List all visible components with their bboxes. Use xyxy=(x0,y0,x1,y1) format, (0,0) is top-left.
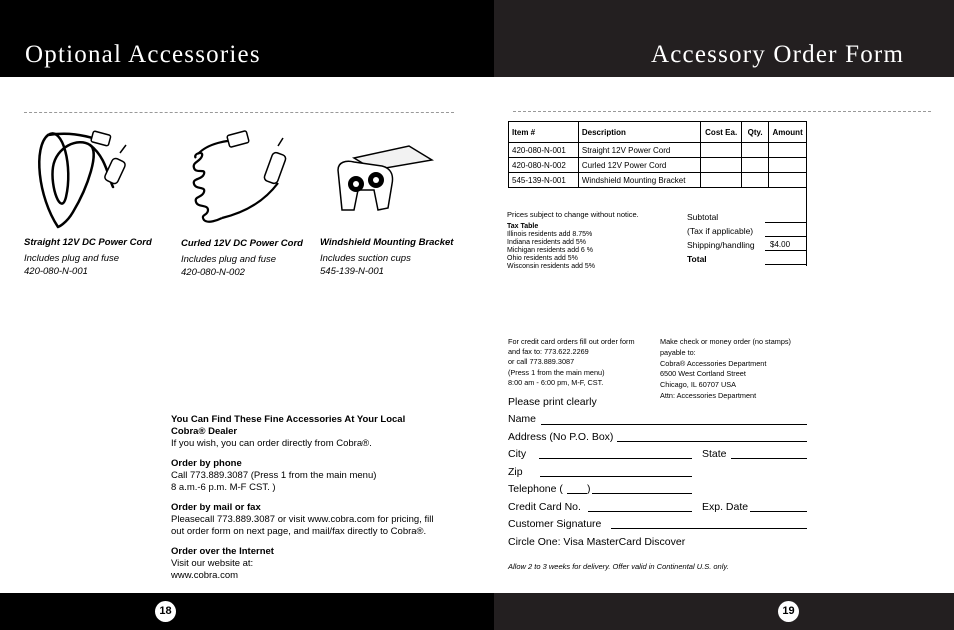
product-part-number: 545-139-N-001 xyxy=(320,266,384,277)
col-qty: Qty. xyxy=(741,122,768,143)
tax-line: Wisconsin residents add 5% xyxy=(507,263,595,270)
telephone-field[interactable] xyxy=(592,493,692,494)
item-number: 545-139-N-001 xyxy=(509,173,579,188)
order-table-header xyxy=(509,122,807,143)
shipping-label: Shipping/handling xyxy=(687,240,755,250)
address-field[interactable] xyxy=(617,441,807,442)
credit-info-line: 8:00 am - 6:00 pm, M-F, CST. xyxy=(508,377,604,387)
print-clearly-label: Please print clearly xyxy=(508,396,597,408)
qty-field[interactable] xyxy=(741,158,768,173)
credit-card-info xyxy=(508,337,635,388)
credit-info-line: or call 773.889.3087 xyxy=(508,357,575,367)
exp-date-label: Exp. Date xyxy=(702,501,749,513)
phone-heading: Order by phone xyxy=(171,458,242,469)
mail-heading: Order by mail or fax xyxy=(171,502,261,513)
credit-card-label: Credit Card No. xyxy=(508,501,581,513)
dealer-heading-2: Cobra® Dealer xyxy=(171,426,238,437)
internet-line-1: Visit our website at: xyxy=(171,558,254,569)
tax-line: Indiana residents add 5% xyxy=(507,239,586,246)
cost-field[interactable] xyxy=(701,143,742,158)
qty-field[interactable] xyxy=(741,173,768,188)
item-description: Curled 12V Power Cord xyxy=(578,158,701,173)
tax-label: (Tax if applicable) xyxy=(687,226,754,236)
table-row xyxy=(509,143,807,158)
product-desc-line: Includes plug and fuse xyxy=(24,253,120,264)
product-name-straight: Straight 12V DC Power Cord xyxy=(24,237,152,248)
name-field[interactable] xyxy=(541,424,807,425)
qty-field[interactable] xyxy=(741,143,768,158)
page-number-right: 19 xyxy=(778,601,799,622)
zip-field[interactable] xyxy=(540,476,692,477)
right-divider xyxy=(513,111,931,112)
straight-cord-image xyxy=(28,127,138,231)
area-code-field[interactable] xyxy=(567,493,587,494)
state-label: State xyxy=(702,448,727,460)
dealer-text: If you wish, you can order directly from Cobra®. xyxy=(171,438,372,449)
tax-line: Michigan residents add 6 % xyxy=(507,247,593,254)
mail-line-2: out order form on next page, and mail/fax directly to Cobra®. xyxy=(171,526,427,537)
right-footer-bar xyxy=(494,593,954,630)
price-notice: Prices subject to change without notice. xyxy=(507,210,639,219)
product-name-curled: Curled 12V DC Power Cord xyxy=(181,238,303,249)
check-info-line: Chicago, IL 60707 USA xyxy=(660,380,736,390)
signature-label: Customer Signature xyxy=(508,518,602,530)
tax-line: Ohio residents add 5% xyxy=(507,255,578,262)
shipping-value: $4.00 xyxy=(770,240,791,249)
credit-info-line: and fax to: 773.622.2269 xyxy=(508,347,589,357)
subtotal-field[interactable] xyxy=(765,222,806,223)
mail-line-1: Pleasecall 773.889.3087 or visit www.cobra.com for pricing, fill xyxy=(171,514,434,525)
city-label: City xyxy=(508,448,527,460)
check-info-line: Cobra® Accessories Department xyxy=(660,358,767,368)
product-desc-curled xyxy=(181,253,276,279)
product-part-number: 420-080-N-001 xyxy=(24,266,88,277)
col-description: Description xyxy=(578,122,701,143)
product-desc-bracket xyxy=(320,252,411,278)
table-row xyxy=(509,173,807,188)
website-link[interactable]: www.cobra.com xyxy=(171,570,239,581)
subtotal-label: Subtotal xyxy=(687,212,719,222)
check-info-line: Make check or money order (no stamps) xyxy=(660,337,791,346)
item-description: Windshield Mounting Bracket xyxy=(578,173,701,188)
col-amount: Amount xyxy=(769,122,807,143)
cost-field[interactable] xyxy=(701,158,742,173)
check-info-line: 6500 West Cortland Street xyxy=(660,369,746,379)
name-label: Name xyxy=(508,413,537,425)
check-info-line: payable to: xyxy=(660,347,696,357)
cost-field[interactable] xyxy=(701,173,742,188)
tax-field[interactable] xyxy=(765,236,806,237)
windshield-bracket-image xyxy=(334,140,434,216)
telephone-label: Telephone ( xyxy=(508,483,563,495)
exp-date-field[interactable] xyxy=(750,511,807,512)
left-divider xyxy=(24,112,454,113)
item-number: 420-080-N-001 xyxy=(509,143,579,158)
card-type-options[interactable]: Circle One: Visa MasterCard Discover xyxy=(508,536,686,548)
total-label: Total xyxy=(687,254,707,264)
internet-heading: Order over the Internet xyxy=(171,546,274,557)
delivery-note: Allow 2 to 3 weeks for delivery. Offer valid in Continental U.S. only. xyxy=(508,562,729,571)
credit-info-line: (Press 1 from the main menu) xyxy=(508,367,605,377)
city-field[interactable] xyxy=(539,458,692,459)
order-form-title: Accessory Order Form xyxy=(651,41,905,68)
optional-accessories-title: Optional Accessories xyxy=(25,41,261,68)
product-desc-line: Includes plug and fuse xyxy=(181,254,277,265)
product-name-bracket: Windshield Mounting Bracket xyxy=(320,237,454,248)
credit-card-field[interactable] xyxy=(588,511,692,512)
col-cost: Cost Ea. xyxy=(701,122,742,143)
product-part-number: 420-080-N-002 xyxy=(181,267,245,278)
ordering-info xyxy=(171,414,461,590)
tax-table-heading: Tax Table xyxy=(507,223,539,230)
table-row xyxy=(509,158,807,173)
phone-line-2: 8 a.m.-6 p.m. M-F CST. ) xyxy=(171,482,276,493)
total-field[interactable] xyxy=(765,264,806,265)
tax-line: Illinois residents add 8.75% xyxy=(507,231,593,238)
product-desc-straight xyxy=(24,252,119,278)
page-number-left: 18 xyxy=(155,601,176,622)
dealer-heading: You Can Find These Fine Accessories At Your Local xyxy=(171,414,406,425)
amount-field[interactable] xyxy=(769,158,807,173)
check-info-line: Attn: Accessories Department xyxy=(660,390,757,400)
summary-right-border xyxy=(806,186,807,266)
tax-table xyxy=(507,223,595,271)
col-item: Item # xyxy=(509,122,579,143)
state-field[interactable] xyxy=(731,458,807,459)
product-desc-line: Includes suction cups xyxy=(320,253,411,264)
summary-labels xyxy=(687,210,755,266)
check-info xyxy=(660,337,791,402)
address-label: Address (No P.O. Box) xyxy=(508,431,614,443)
item-number: 420-080-N-002 xyxy=(509,158,579,173)
zip-label: Zip xyxy=(508,466,523,478)
telephone-close: ) xyxy=(587,483,591,495)
left-footer-bar xyxy=(0,593,494,630)
amount-field[interactable] xyxy=(769,143,807,158)
amount-field[interactable] xyxy=(769,173,807,188)
curled-cord-image xyxy=(188,128,298,230)
item-description: Straight 12V Power Cord xyxy=(578,143,701,158)
phone-line-1: Call 773.889.3087 (Press 1 from the main menu) xyxy=(171,470,377,481)
order-table xyxy=(508,121,807,188)
credit-info-line: For credit card orders fill out order form xyxy=(508,337,635,346)
signature-field[interactable] xyxy=(611,528,807,529)
